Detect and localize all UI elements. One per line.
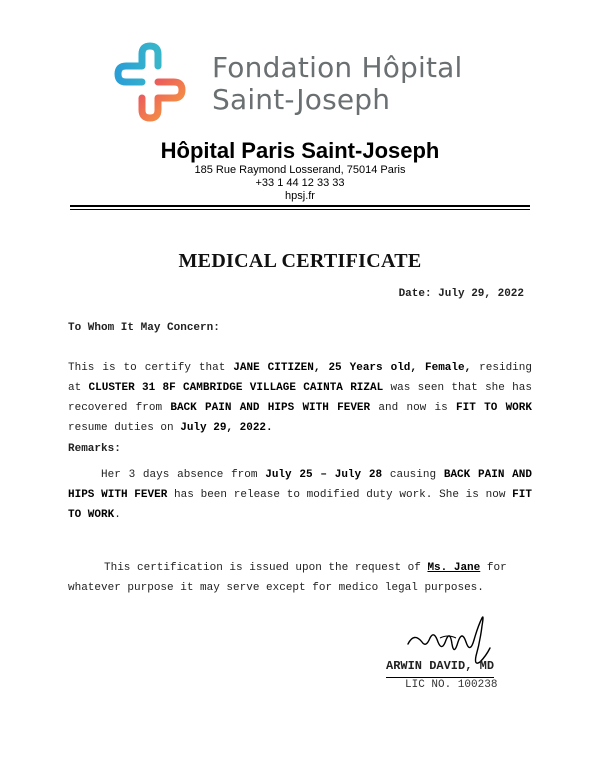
- resume-date: July 29, 2022.: [180, 422, 273, 434]
- hospital-website: hpsj.fr: [285, 190, 315, 202]
- body-text: and now is: [370, 402, 457, 414]
- body-text: resume duties on: [68, 422, 181, 434]
- remarks-text: Her 3 days absence from: [101, 469, 266, 481]
- header-divider-thin: [70, 209, 530, 210]
- body-text: was seen that she has recovered from: [68, 382, 532, 414]
- closing-paragraph: [68, 558, 532, 598]
- remarks-text: .: [114, 509, 121, 521]
- fitness-status: FIT TO WORK: [456, 402, 532, 414]
- closing-text: for whatever purpose it may serve except for medico legal purposes.: [68, 562, 507, 594]
- certificate-date: Date: July 29, 2022: [398, 288, 524, 300]
- remarks-label: Remarks:: [68, 443, 121, 455]
- salutation: To Whom It May Concern:: [68, 322, 220, 334]
- doctor-name: ARWIN DAVID, MD: [386, 656, 494, 678]
- certificate-title: MEDICAL CERTIFICATE: [178, 250, 422, 272]
- hospital-address: 185 Rue Raymond Losserand, 75014 Paris: [194, 164, 406, 176]
- remarks-text: causing: [382, 469, 444, 481]
- hospital-logo: [114, 42, 194, 122]
- closing-text: This certification is issued upon the request of: [104, 562, 428, 574]
- absence-range: July 25 – July 28: [265, 469, 383, 481]
- license-number: LIC NO. 100238: [405, 679, 498, 691]
- patient-details: JANE CITIZEN, 25 Years old, Female,: [233, 362, 472, 374]
- hospital-phone: +33 1 44 12 33 33: [255, 177, 345, 189]
- brand-line-2: Saint-Joseph: [212, 83, 391, 116]
- diagnosis: BACK PAIN AND HIPS WITH FEVER: [170, 402, 371, 414]
- brand-name: [212, 52, 463, 116]
- remarks-paragraph: [68, 465, 532, 525]
- remarks-text: has been release to modified duty work. She is now: [167, 489, 513, 501]
- certification-paragraph: [68, 358, 532, 438]
- hospital-name: Hôpital Paris Saint-Joseph: [160, 138, 440, 163]
- brand-line-1: Fondation Hôpital: [212, 51, 463, 84]
- requester-name: Ms. Jane: [427, 562, 481, 574]
- remarks-diagnosis: BACK PAIN AND HIPS WITH FEVER: [68, 469, 532, 501]
- header-divider-thick: [70, 205, 530, 207]
- patient-address: CLUSTER 31 8F CAMBRIDGE VILLAGE CAINTA RIZAL: [88, 382, 384, 394]
- body-text: This is to certify that: [68, 362, 234, 374]
- remarks-status: FIT TO WORK: [68, 489, 532, 521]
- body-text: residing at: [68, 362, 532, 394]
